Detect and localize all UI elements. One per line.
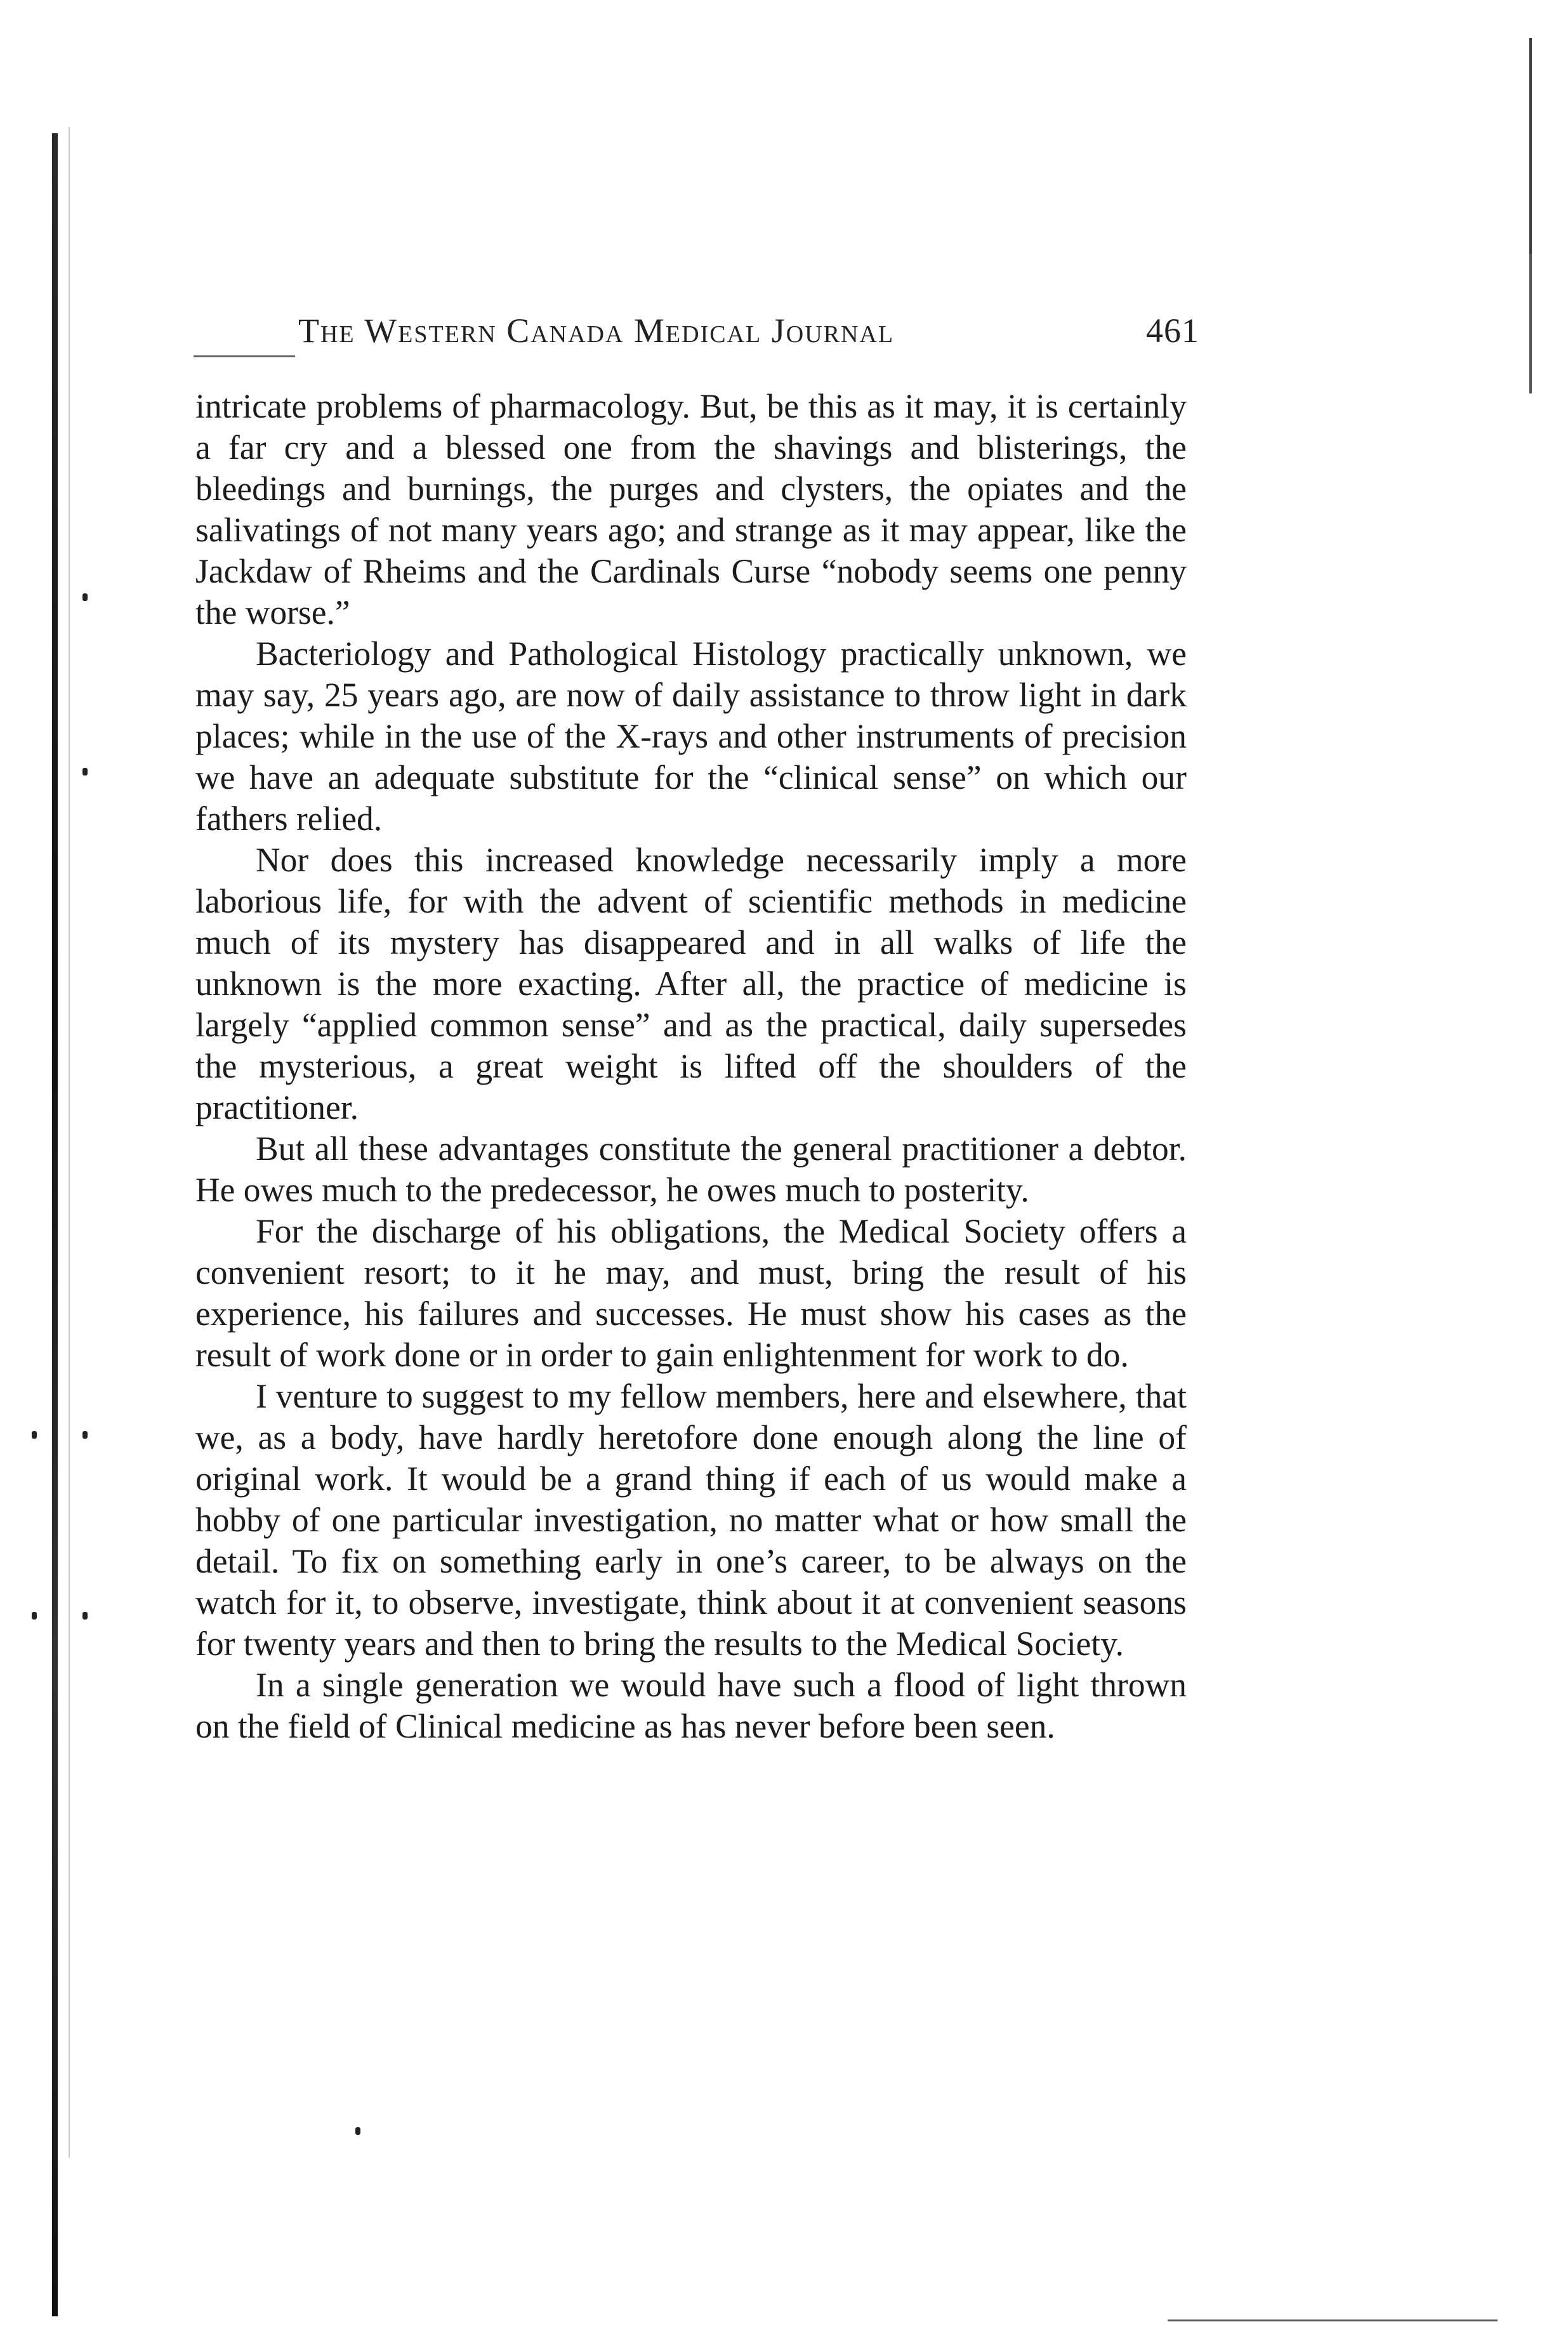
header-rule-mark (194, 355, 295, 357)
bottom-edge-rule (1168, 2320, 1498, 2321)
page-edge-mark (1529, 254, 1532, 393)
scan-speck (82, 593, 88, 601)
scan-speck (355, 2127, 360, 2135)
paragraph: But all these advantages constitute the general practitioner a debtor. He owes much to the predecessor, he owes much to posterity. (195, 1130, 1187, 1209)
scan-speck (32, 1431, 37, 1439)
paragraph: Nor does this increased knowledge necessarily imply a more laborious life, for with the advent of scientific methods in medicine much of its mystery has disappeared and in all walks of life the unknown is the more exacting. After all, the practice of medicine is largely “applied common sense” and as the practical, daily supersedes the mysterious, a great weight is lifted off the shoulders of the practitioner. (195, 841, 1187, 1126)
page-edge-mark (1529, 38, 1532, 254)
binding-gutter-shadow (52, 133, 58, 2316)
paragraph: I venture to suggest to my fellow members, here and elsewhere, that we, as a body, have hardly heretofore done enough along the line of original work. It would be a grand thing if each of us would make a hobby of one particular investigation, no matter what or how small the detail. To fix on something early in one’s career, to be always on the watch for it, to observe, investigate, think about it at convenient seasons for twenty years and then to bring the results to the Medical Society. (195, 1377, 1187, 1663)
scan-speck (82, 1431, 88, 1439)
binding-gutter-faint-line (69, 127, 70, 2158)
scan-speck (82, 768, 88, 775)
journal-title: The Western Canada Medical Journal (298, 312, 895, 350)
scan-speck (82, 1612, 88, 1620)
scan-speck (32, 1612, 37, 1620)
paragraph: Bacteriology and Pathological Histology practically unknown, we may say, 25 years ago, are now of daily assistance to throw light in dark places; while in the use of the X-rays and other instruments of precision we have an adequate substitute for the “clinical sense” on which our fathers relied. (195, 635, 1187, 838)
paragraph: For the discharge of his obligations, the Medical Society offers a convenient resort; to it he may, and must, bring the result of his experience, his failures and successes. He must show his cases as the result of work done or in order to gain enlightenment for work to do. (195, 1212, 1187, 1374)
body-text (195, 386, 1187, 1747)
paragraph: intricate problems of pharmacology. But, be this as it may, it is certainly a far cry and a blessed one from the shavings and blisterings, the bleedings and burnings, the purges and clysters, the opiates and the salivatings of not many years ago; and strange as it may appear, like the Jackdaw of Rheims and the Cardinals Curse “nobody seems one penny the worse.” (195, 387, 1187, 631)
paragraph: In a single generation we would have such a flood of light thrown on the field of Clinical medicine as has never before been seen. (195, 1666, 1187, 1745)
running-head (298, 311, 1199, 362)
page-number: 461 (1146, 312, 1199, 350)
